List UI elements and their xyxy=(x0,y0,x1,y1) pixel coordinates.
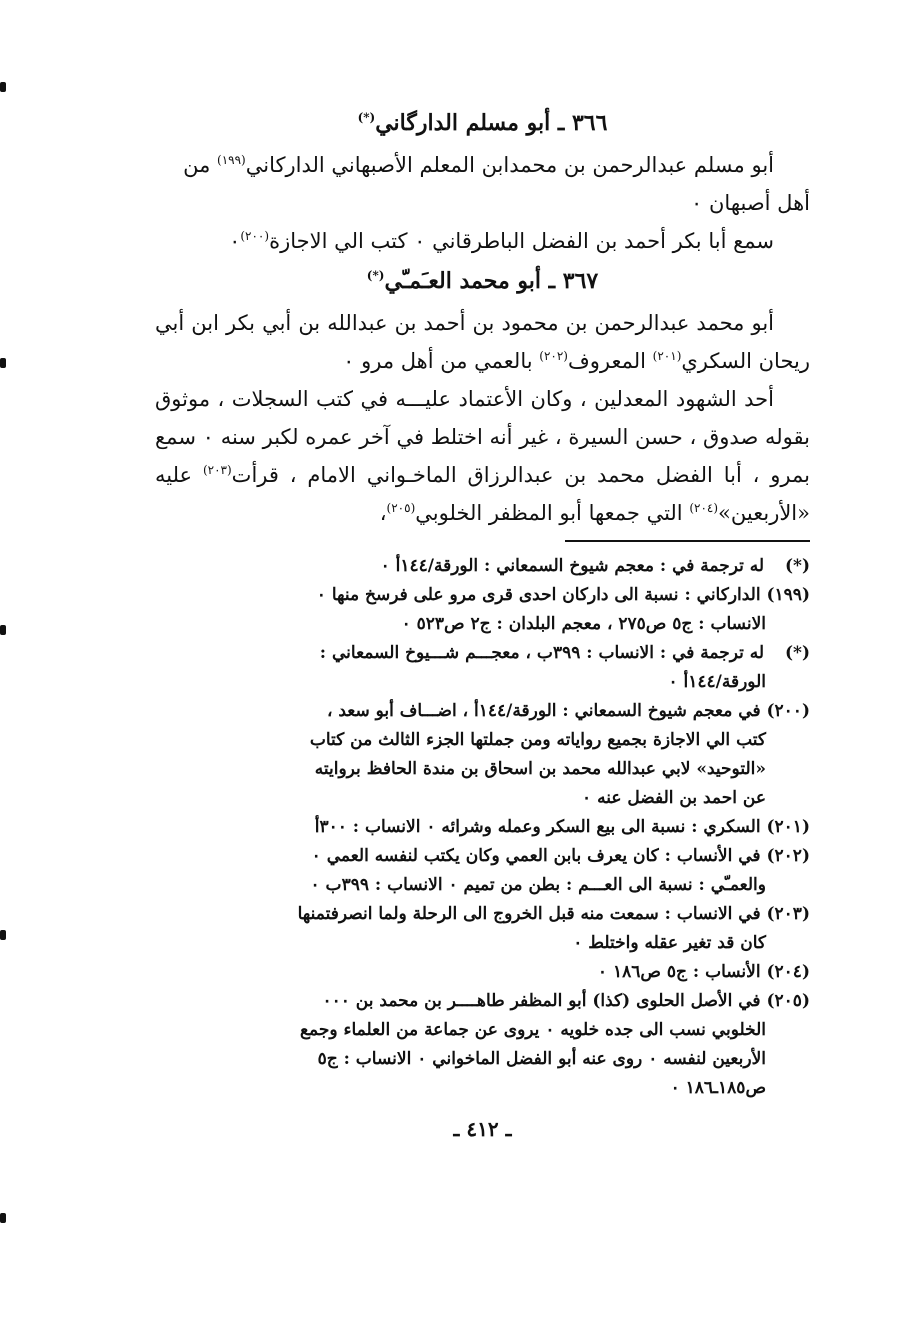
footnote-ref[interactable]: (٢٠٢) xyxy=(539,349,568,363)
footnote-mark: (٢٠٠) xyxy=(766,701,810,721)
footnote-mark: (*) xyxy=(785,556,810,576)
entry-paragraph: أبو مسلم عبدالرحمن بن محمدابن المعلم الأصبهاني الداركاني$^{(١٩٩)}$ من أهل أصبهان ٠ xyxy=(183,153,810,215)
scan-edge-mark xyxy=(0,1213,6,1223)
entry-paragraph: أبو محمد عبدالرحمن بن محمود بن أحمد بن عبدالله بن أبي بكر ابن أبي ريحان السكري$^{(٢٠١)}$ المعروف$^{(٢٠٢)}$ بالعمي من أهل مرو ٠ xyxy=(155,311,810,373)
document-page xyxy=(155,108,810,1141)
footnote-ref[interactable]: (١٩٩) xyxy=(217,153,246,167)
page-number: ـ ٤١٢ ـ xyxy=(453,1117,512,1141)
entry-paragraph: أحد الشهود المعدلين ، وكان الأعتماد عليـــه في كتب السجلات ، موثوق بقوله صدوق ، حسن السيرة ، غير أنه اختلط في آخر عمره لكبر سنه ٠ سمع بمرو ، أبا الفضل محمد بن عبدالرزاق الماخـواني الامام ، قرأت$^{(٢٠٣)}$ عليه «الأربعين»$^{(٢٠٤)}$ التي جمعها أبو المظفر الخلوبي$^{(٢٠٥)}$، xyxy=(155,387,810,525)
scan-edge-mark xyxy=(0,358,6,368)
footnote: (٢٠٤) الأنساب : ج٥ ص١٨٦ ٠ xyxy=(155,958,810,987)
footnote-divider xyxy=(565,540,810,542)
footnote-mark: (٢٠٢) xyxy=(766,846,810,866)
footnote: (*) له ترجمة في : معجم شيوخ السمعاني : الورقة/١٤٤أ ٠ xyxy=(155,552,810,581)
footnote: (*) له ترجمة في : الانساب : ٣٩٩ب ، معجـــم شـــيوخ السمعاني : الورقة/١٤٤أ ٠ xyxy=(155,639,810,697)
footnote-ref[interactable]: (٢٠٣) xyxy=(202,463,232,477)
footnote-mark: (٢٠٥) xyxy=(766,991,810,1011)
footnote-mark: (٢٠٣) xyxy=(766,904,810,924)
footnote: (٢٠٢) في الأنساب : كان يعرف بابن العمي وكان يكتب لنفسه العمي ٠ والعمـّي : نسبة الى العـــم : بطن من تميم ٠ الانساب : ٣٩٩ب ٠ xyxy=(155,842,810,900)
footnote-ref[interactable]: (٢٠٥) xyxy=(386,501,416,515)
footnotes xyxy=(155,552,810,1103)
entry-title-note: (*) xyxy=(357,110,376,125)
scan-edge-mark xyxy=(0,930,6,940)
footnote-ref[interactable]: (٢٠٤) xyxy=(689,501,719,515)
footnote-ref[interactable]: (٢٠٠) xyxy=(240,229,270,243)
footnote-mark: (٢٠١) xyxy=(766,817,810,837)
scan-edge-mark xyxy=(0,625,6,635)
entry-title: ٣٦٧ ـ أبو محمد العـَمـّي(*) xyxy=(366,268,599,294)
footnote-mark: (٢٠٤) xyxy=(766,962,810,982)
footnote: (١٩٩) الداركاني : نسبة الى داركان احدى قرى مرو على فرسخ منها ٠ الانساب : ج٥ ص٢٧٥ ، معجم البلدان : ج٢ ص٥٢٣ ٠ xyxy=(155,581,810,639)
footnote-mark: (١٩٩) xyxy=(766,585,810,605)
entry-paragraph: سمع أبا بكر أحمد بن الفضل الباطرقاني ٠ كتب الي الاجازة$^{(٢٠٠)}$٠ xyxy=(229,229,774,253)
footnote-ref[interactable]: (٢٠١) xyxy=(652,349,682,363)
footnote: (٢٠١) السكري : نسبة الى بيع السكر وعمله وشرائه ٠ الانساب : ٣٠٠أ xyxy=(155,813,810,842)
footnote: (٢٠٣) في الانساب : سمعت منه قبل الخروج الى الرحلة ولما انصرفتمنها كان قد تغير عقله واختلط ٠ xyxy=(155,900,810,958)
footnote-mark: (*) xyxy=(785,643,810,663)
entry-title-note: (*) xyxy=(366,268,385,283)
footnote: (٢٠٠) في معجم شيوخ السمعاني : الورقة/١٤٤أ ، اضـــاف أبو سعد ، كتب الي الاجازة بجميع رواياته ومن جملتها الجزء الثالث من كتاب «التوحيد» لابي عبدالله محمد بن اسحاق بن مندة الحافظ بروايته عن احمد بن الفضل عنه ٠ xyxy=(155,697,810,813)
scan-edge-mark xyxy=(0,82,6,92)
footnote: (٢٠٥) في الأصل الحلوى (كذا) أبو المظفر طاهــــر بن محمد بن ٠٠٠ الخلوبي نسب الى جده خلويه ٠ يروى عن جماعة من العلماء وجمع الأربعين لنفسه ٠ روى عنه أبو الفضل الماخواني ٠ الانساب : ج٥ ص١٨٥ـ١٨٦ ٠ xyxy=(155,987,810,1103)
entry-title: ٣٦٦ ـ أبو مسلم الدارگاني(*) xyxy=(357,110,608,136)
